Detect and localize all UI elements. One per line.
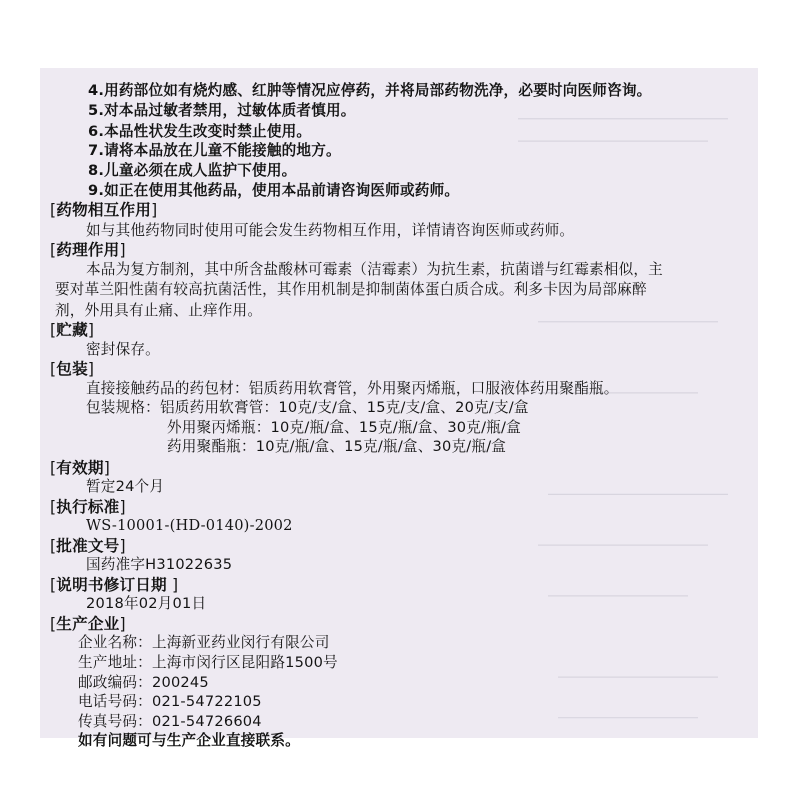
approval-text: 国药准字H31022635 xyxy=(86,556,233,574)
precaution-item-9: 9.如正在使用其他药品，使用本品前请咨询医师或药师。 xyxy=(88,181,460,199)
precaution-item-4: 4.用药部位如有烧灼感、红肿等情况应停药，并将局部药物洗净，必要时向医师咨询。 xyxy=(88,82,652,100)
section-heading-standard: [执行标准] xyxy=(50,497,126,516)
packaging-line-1: 直接接触药品的药包材：铝质药用软膏管，外用聚丙烯瓶，口服液体药用聚酯瓶。 xyxy=(86,379,619,397)
storage-text: 密封保存。 xyxy=(86,340,160,358)
packaging-spec-3: 药用聚酯瓶：10克/瓶/盒、15克/瓶/盒、30克/瓶/盒 xyxy=(167,438,507,456)
section-heading-approval: [批准文号] xyxy=(50,536,126,555)
manufacturer-contact-note: 如有问题可与生产企业直接联系。 xyxy=(78,732,300,750)
section-heading-interactions: [药物相互作用] xyxy=(50,201,158,220)
section-heading-packaging: [包装] xyxy=(50,360,95,379)
section-heading-manufacturer: [生产企业] xyxy=(50,614,126,633)
precaution-item-6: 6.本品性状发生改变时禁止使用。 xyxy=(88,122,312,140)
precaution-item-7: 7.请将本品放在儿童不能接触的地方。 xyxy=(88,142,341,160)
precaution-item-8: 8.儿童必须在成人监护下使用。 xyxy=(88,162,297,179)
pharmacology-line-1: 本品为复方制剂，其中所含盐酸林可霉素（洁霉素）为抗生素，抗菌谱与红霉素相似，主 xyxy=(86,260,663,278)
packaging-spec-1: 铝质药用软膏管：10克/支/盒、15克/支/盒、20克/支/盒 xyxy=(159,399,529,417)
validity-text: 暂定24个月 xyxy=(86,478,165,496)
revision-date-text: 2018年02月01日 xyxy=(86,595,207,613)
manufacturer-postcode: 邮政编码：200245 xyxy=(78,673,209,691)
manufacturer-name: 企业名称：上海新亚药业闵行有限公司 xyxy=(78,634,330,652)
manufacturer-phone: 电话号码：021-54722105 xyxy=(78,693,262,711)
section-heading-pharmacology: [药理作用] xyxy=(50,241,126,260)
section-heading-storage: [贮藏] xyxy=(50,321,95,340)
pharmacology-line-3: 剂，外用具有止痛、止痒作用。 xyxy=(55,301,263,319)
precaution-item-5: 5.对本品过敏者禁用，过敏体质者慎用。 xyxy=(88,102,356,120)
standard-text: WS-10001-(HD-0140)-2002 xyxy=(86,517,293,535)
section-heading-validity: [有效期] xyxy=(50,458,110,477)
packaging-spec-2: 外用聚丙烯瓶：10克/瓶/盒、15克/瓶/盒、30克/瓶/盒 xyxy=(167,418,521,436)
interactions-text: 如与其他药物同时使用可能会发生药物相互作用，详情请咨询医师或药师。 xyxy=(86,221,575,239)
manufacturer-fax: 传真号码：021-54726604 xyxy=(78,712,262,730)
packaging-spec-label: 包装规格： xyxy=(86,399,160,417)
pharmacology-line-2: 要对革兰阳性菌有较高抗菌活性，其作用机制是抑制菌体蛋白质合成。利多卡因为局部麻醉 xyxy=(55,281,647,299)
manufacturer-address: 生产地址：上海市闵行区昆阳路1500号 xyxy=(78,653,338,671)
section-heading-revision: [说明书修订日期 ] xyxy=(50,575,179,594)
